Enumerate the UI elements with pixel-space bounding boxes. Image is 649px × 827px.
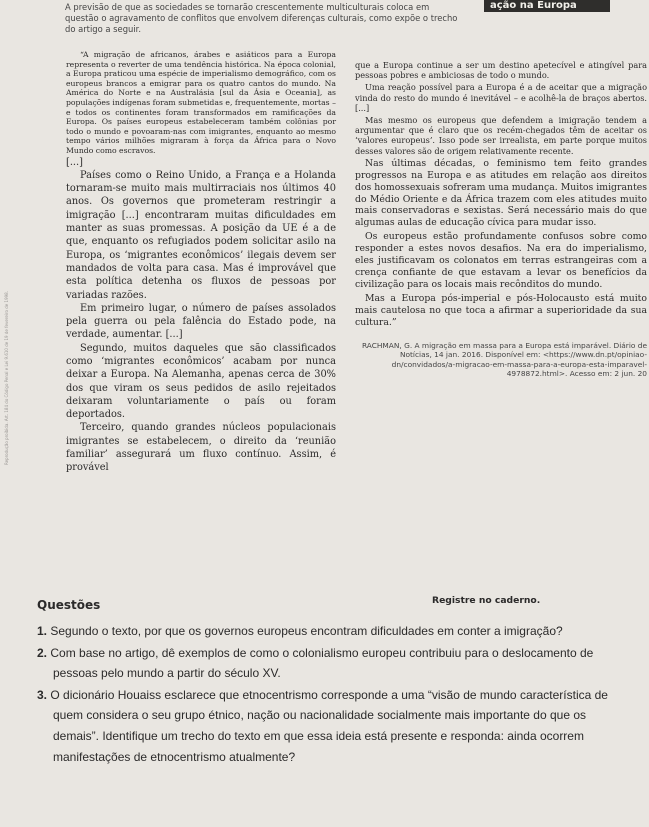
questions-list: [37, 621, 622, 768]
article-paragraph: Os europeus estão profundamente confusos sobre como responder a estes novos desafios. Na era do imperialismo, eles justificavam os colonatos em terras estrangeiras com a crença confiante de que estavam a levar os benefícios da civilização para os locais mais recônditos do mundo.: [355, 231, 647, 290]
article-paragraph: Mas mesmo os europeus que defendem a imigração tendem a argumentar que é claro que os recém-chegados têm de aceitar os ‘valores europeus’. Isso pode ser irrealista, em parte porque muitos desses valores são de origem relativamente recente.: [355, 115, 647, 156]
question-text: Segundo o texto, por que os governos europeus encontram dificuldades em conter a imigração?: [50, 624, 563, 638]
article-paragraph: “A migração de africanos, árabes e asiáticos para a Europa representa o reverter de uma tendência histórica. Na época colonial, a Europa praticou uma espécie de imperialismo demográfico, com os europeus brancos a emigrar para os quatro cantos do mundo. Na América do Norte e na Australásia [sul da Ásia e Oceania], as populações indígenas foram submetidas e, frequentemente, mortas – e todos os continentes foram transformados em ramificações da Europa. Os países europeus estabeleceram também colônias por todo o mundo e povoaram-nas com imigrantes, enquanto ao mesmo tempo vários milhões migraram à força da África para o Novo Mundo como escravos.: [66, 50, 336, 155]
question-number: 3.: [37, 687, 48, 702]
article-right-column: [355, 60, 647, 379]
notebook-hint: Registre no caderno.: [432, 595, 541, 606]
question-text: Com base no artigo, dê exemplos de como o colonialismo europeu contribuiu para o deslocamento de pessoas pelo mundo a partir do século XV.: [50, 645, 594, 681]
intro-text: [65, 2, 545, 35]
chapter-banner: ação na Europa: [484, 0, 610, 12]
question-number: 2.: [37, 645, 48, 660]
intro-line: questão o agravamento de conflitos que envolvem diferenças culturais, como expõe o trecho: [65, 13, 458, 23]
article-paragraph: Nas últimas décadas, o feminismo tem feito grandes progressos na Europa e as atitudes em relação aos direitos dos homossexuais sofreram uma mudança. Muitos imigrantes do Médio Oriente e da África trazem com eles atitudes muito mais conservadoras e sexistas. Será necessário mais do que algumas aulas de educação cívica para mudar isso.: [355, 157, 647, 229]
article-paragraph: Em primeiro lugar, o número de países assolados pela guerra ou pela falência do Estado pode, na verdade, aumentar. [...]: [66, 302, 336, 341]
article-paragraph: Uma reação possível para a Europa é a de aceitar que a migração vinda do resto do mundo é inevitável – e acolhê-la de braços abertos. [...]: [355, 82, 647, 113]
question-number: 1.: [37, 624, 48, 638]
question-item: [37, 621, 622, 642]
article-paragraph: que a Europa continue a ser um destino apetecível e atingível para pessoas pobres e ambiciosas de todo o mundo.: [355, 60, 647, 81]
article-paragraph: Segundo, muitos daqueles que são classificados como ‘migrantes econômicos’ acabam por nunca deixar a Europa. Na Alemanha, apenas cerca de 30% dos que viram os seus pedidos de asilo rejeitados deixaram voluntariamente o país ou foram deportados.: [66, 342, 336, 421]
article-left-column: [66, 50, 336, 475]
intro-line: A previsão de que as sociedades se tornarão crescentemente multiculturais coloca em: [65, 2, 430, 12]
intro-line: do artigo a seguir.: [65, 24, 141, 34]
article-paragraph: Países como o Reino Unido, a França e a Holanda tornaram-se muito mais multirraciais nos últimos 40 anos. Os governos que prometeram restringir a imigração [...] encontraram muitas dificuldades em manter as suas promessas. A posição da UE é a de que, enquanto os refugiados podem solicitar asilo na Europa, os ‘migrantes econômicos’ ilegais devem ser mandados de volta para casa. Mas é improvável que esta política detenha os fluxos de pessoas por variadas razões.: [66, 169, 336, 301]
question-item: [37, 685, 622, 767]
article-ellipsis: [...]: [66, 156, 83, 168]
article-paragraph: Terceiro, quando grandes núcleos populacionais imigrantes se estabelecem, o direito da ‘reunião familiar’ assegurará um fluxo contínuo. Assim, é provável: [66, 422, 336, 474]
margin-note: Reprodução proibida. Art. 184 do Código Penal e Lei 9.610 de 19 de fevereiro de 1998.: [4, 291, 9, 465]
question-text: O dicionário Houaiss esclarece que etnocentrismo corresponde a uma “visão de mundo característica de quem considera o seu grupo étnico, nação ou nacionalidade socialmente mais importante do que os demais”. Identifique um trecho do texto em que essa ideia está presente e responda: ainda ocorrem manifestações de etnocentrismo atualmente?: [50, 687, 608, 764]
article-citation: RACHMAN, G. A migração em massa para a Europa está imparável. Diário de Notícias, 14 jan. 2016. Disponível em: <https://www.dn.pt/opiniao-dn/convidados/a-migracao-em-massa-para-a-europa-esta-imparavel-4978872.html>. Acesso em: 2 jun. 20: [361, 340, 647, 379]
article-paragraph: Mas a Europa pós-imperial e pós-Holocausto está muito mais cautelosa no que toca a afirmar a superioridade da sua cultura.”: [355, 292, 647, 328]
question-item: [37, 643, 622, 684]
questions-heading: Questões: [37, 598, 101, 612]
